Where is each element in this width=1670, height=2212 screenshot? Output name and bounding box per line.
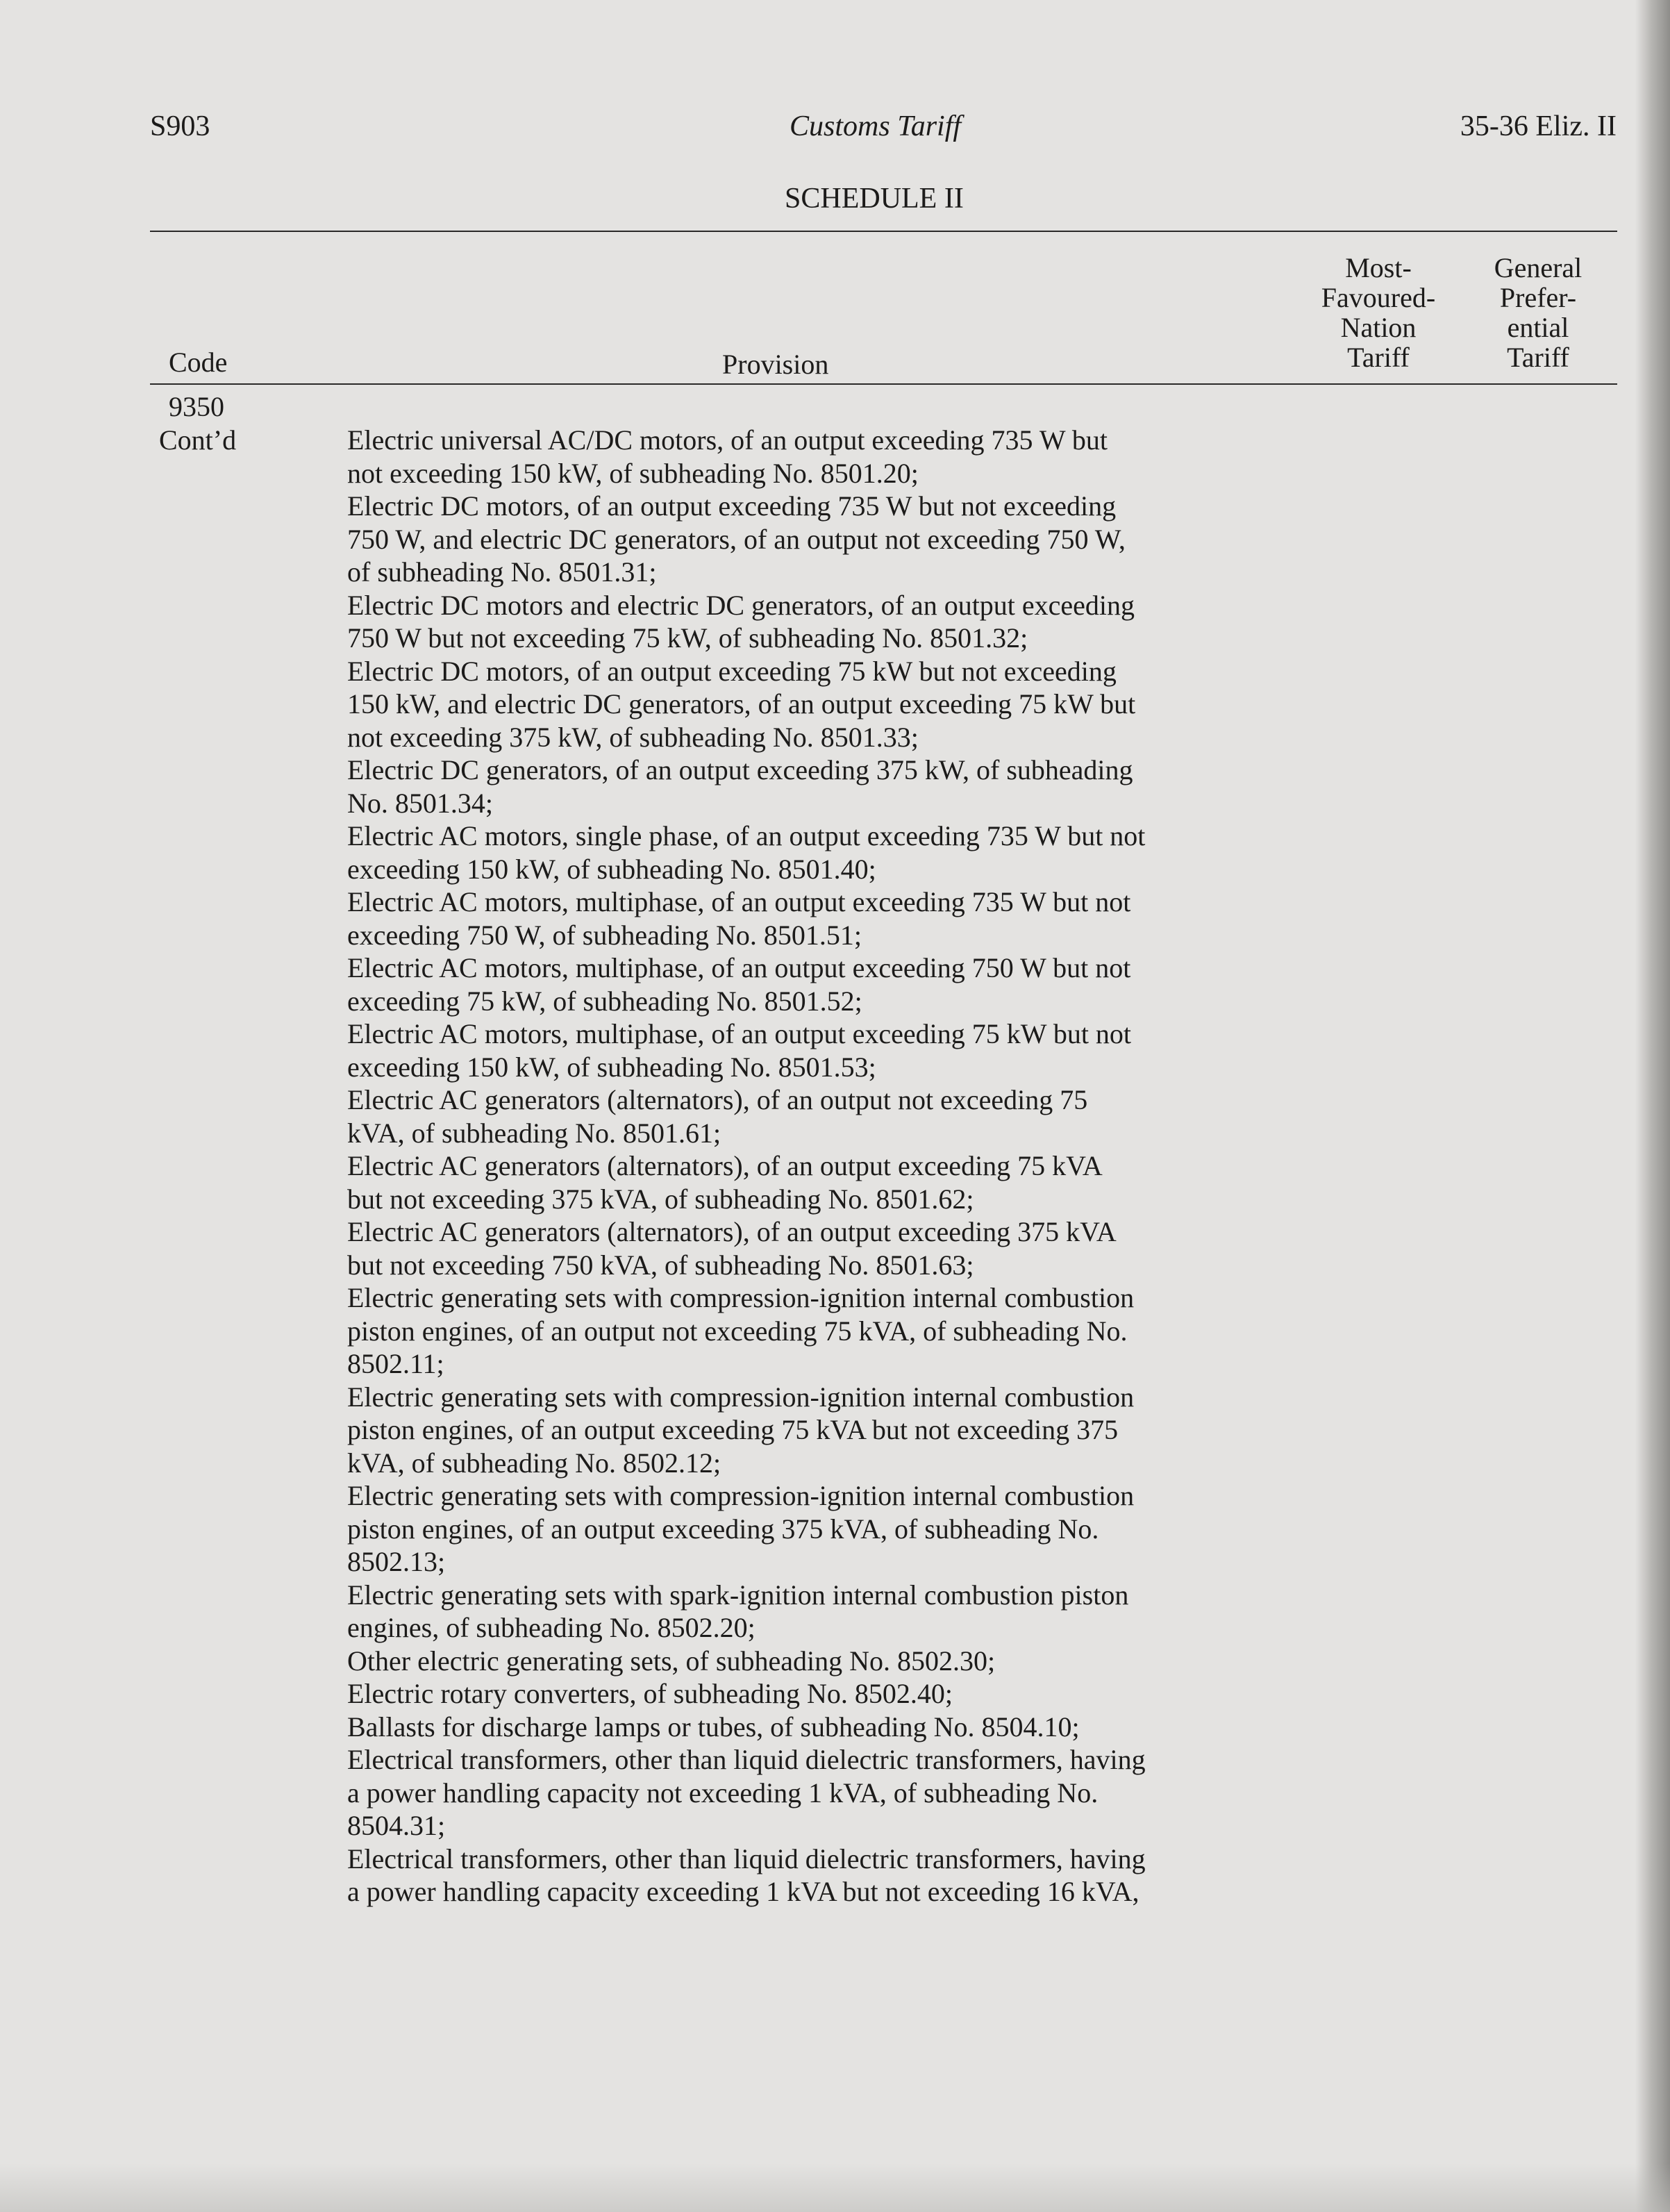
regnal-year: 35-36 Eliz. II bbox=[1460, 110, 1617, 142]
provision-line: No. 8501.34; bbox=[347, 787, 493, 819]
provision-line: Electric AC generators (alternators), of an output exceeding 375 kVA bbox=[347, 1216, 1117, 1247]
provision-line: Electrical transformers, other than liquid dielectric transformers, having bbox=[347, 1843, 1146, 1874]
provision-line: Ballasts for discharge lamps or tubes, of subheading No. 8504.10; bbox=[347, 1711, 1080, 1743]
gpt-header-line: General bbox=[1494, 252, 1583, 283]
provision-line: engines, of subheading No. 8502.20; bbox=[347, 1612, 755, 1643]
provision-line: 8502.13; bbox=[347, 1546, 446, 1577]
mfn-header-line: Tariff bbox=[1347, 342, 1410, 373]
provision-line: Electric AC motors, multiphase, of an output exceeding 75 kW but not bbox=[347, 1018, 1132, 1049]
provision-line: piston engines, of an output exceeding 375 kVA, of subheading No. bbox=[347, 1513, 1099, 1545]
provision-line: Electric universal AC/DC motors, of an output exceeding 735 W but bbox=[347, 424, 1108, 456]
provision-line: exceeding 75 kW, of subheading No. 8501.52; bbox=[347, 985, 862, 1017]
provision-line: Electric AC motors, multiphase, of an output exceeding 735 W but not bbox=[347, 886, 1131, 917]
table-top-rule bbox=[150, 231, 1617, 232]
continued-label: Cont’d bbox=[159, 424, 237, 456]
provision-line: kVA, of subheading No. 8502.12; bbox=[347, 1447, 721, 1479]
column-header-gpt-tariff bbox=[1465, 253, 1611, 372]
provision-line: a power handling capacity not exceeding 1 kVA, of subheading No. bbox=[347, 1777, 1099, 1808]
gpt-header-line: Tariff bbox=[1507, 342, 1569, 373]
provision-line: Electrical transformers, other than liquid dielectric transformers, having bbox=[347, 1744, 1146, 1775]
provision-line: Electric AC generators (alternators), of an output exceeding 75 kVA bbox=[347, 1150, 1103, 1181]
provision-line: 8504.31; bbox=[347, 1810, 446, 1841]
provision-line: not exceeding 375 kW, of subheading No. 8501.33; bbox=[347, 721, 919, 753]
page-number: S903 bbox=[150, 110, 210, 142]
provision-line: kVA, of subheading No. 8501.61; bbox=[347, 1117, 721, 1149]
provision-line: exceeding 150 kW, of subheading No. 8501.40; bbox=[347, 853, 876, 885]
provision-line: Electric generating sets with spark-ignition internal combustion piston bbox=[347, 1579, 1129, 1611]
provision-line: exceeding 750 W, of subheading No. 8501.51; bbox=[347, 919, 862, 951]
provision-line: not exceeding 150 kW, of subheading No. 8501.20; bbox=[347, 457, 919, 489]
provision-line: Electric DC motors, of an output exceeding 735 W but not exceeding bbox=[347, 490, 1117, 522]
provision-line: of subheading No. 8501.31; bbox=[347, 556, 657, 588]
provision-line: piston engines, of an output exceeding 75 kVA but not exceeding 375 bbox=[347, 1414, 1119, 1445]
provision-line: 750 W but not exceeding 75 kW, of subheading No. 8501.32; bbox=[347, 622, 1028, 654]
schedule-title: SCHEDULE II bbox=[785, 183, 964, 215]
gpt-header-line: Prefer- bbox=[1499, 282, 1577, 313]
provision-line: exceeding 150 kW, of subheading No. 8501.53; bbox=[347, 1051, 876, 1083]
provision-line: but not exceeding 750 kVA, of subheading No. 8501.63; bbox=[347, 1249, 974, 1281]
table-header-rule bbox=[150, 383, 1617, 385]
provision-line: 150 kW, and electric DC generators, of an output exceeding 75 kW but bbox=[347, 688, 1136, 720]
provision-line: piston engines, of an output not exceeding 75 kVA, of subheading No. bbox=[347, 1315, 1128, 1347]
running-title: Customs Tariff bbox=[790, 110, 962, 142]
page-bottom-shade bbox=[0, 2163, 1670, 2212]
provision-line: Electric generating sets with compression-ignition internal combustion bbox=[347, 1282, 1135, 1313]
mfn-header-line: Nation bbox=[1340, 312, 1417, 343]
provision-line: Electric DC motors, of an output exceeding 75 kW but not exceeding bbox=[347, 655, 1117, 687]
provision-line: Electric generating sets with compression-ignition internal combustion bbox=[347, 1381, 1135, 1413]
gpt-header-line: ential bbox=[1507, 312, 1569, 343]
provision-text bbox=[347, 424, 1146, 1909]
provision-line: Electric DC generators, of an output exceeding 375 kW, of subheading bbox=[347, 754, 1133, 785]
provision-line: Electric AC motors, multiphase, of an output exceeding 750 W but not bbox=[347, 952, 1131, 983]
column-header-provision: Provision bbox=[722, 349, 829, 380]
column-header-mfn-tariff bbox=[1305, 253, 1451, 372]
provision-line: 750 W, and electric DC generators, of an output not exceeding 750 W, bbox=[347, 523, 1126, 555]
page-edge-shadow bbox=[1635, 0, 1670, 2212]
provision-line: Electric generating sets with compression-ignition internal combustion bbox=[347, 1480, 1135, 1511]
provision-line: a power handling capacity exceeding 1 kVA but not exceeding 16 kVA, bbox=[347, 1876, 1139, 1907]
provision-line: Electric rotary converters, of subheading No. 8502.40; bbox=[347, 1678, 953, 1709]
provision-line: Electric DC motors and electric DC generators, of an output exceeding bbox=[347, 589, 1135, 621]
tariff-code: 9350 bbox=[169, 391, 224, 422]
mfn-header-line: Most- bbox=[1345, 252, 1412, 283]
provision-line: but not exceeding 375 kVA, of subheading No. 8501.62; bbox=[347, 1183, 974, 1215]
column-header-code: Code bbox=[169, 347, 228, 378]
provision-line: 8502.11; bbox=[347, 1348, 444, 1379]
provision-line: Electric AC generators (alternators), of an output not exceeding 75 bbox=[347, 1084, 1088, 1115]
mfn-header-line: Favoured- bbox=[1321, 282, 1436, 313]
provision-line: Other electric generating sets, of subheading No. 8502.30; bbox=[347, 1645, 996, 1677]
provision-line: Electric AC motors, single phase, of an output exceeding 735 W but not bbox=[347, 820, 1146, 851]
